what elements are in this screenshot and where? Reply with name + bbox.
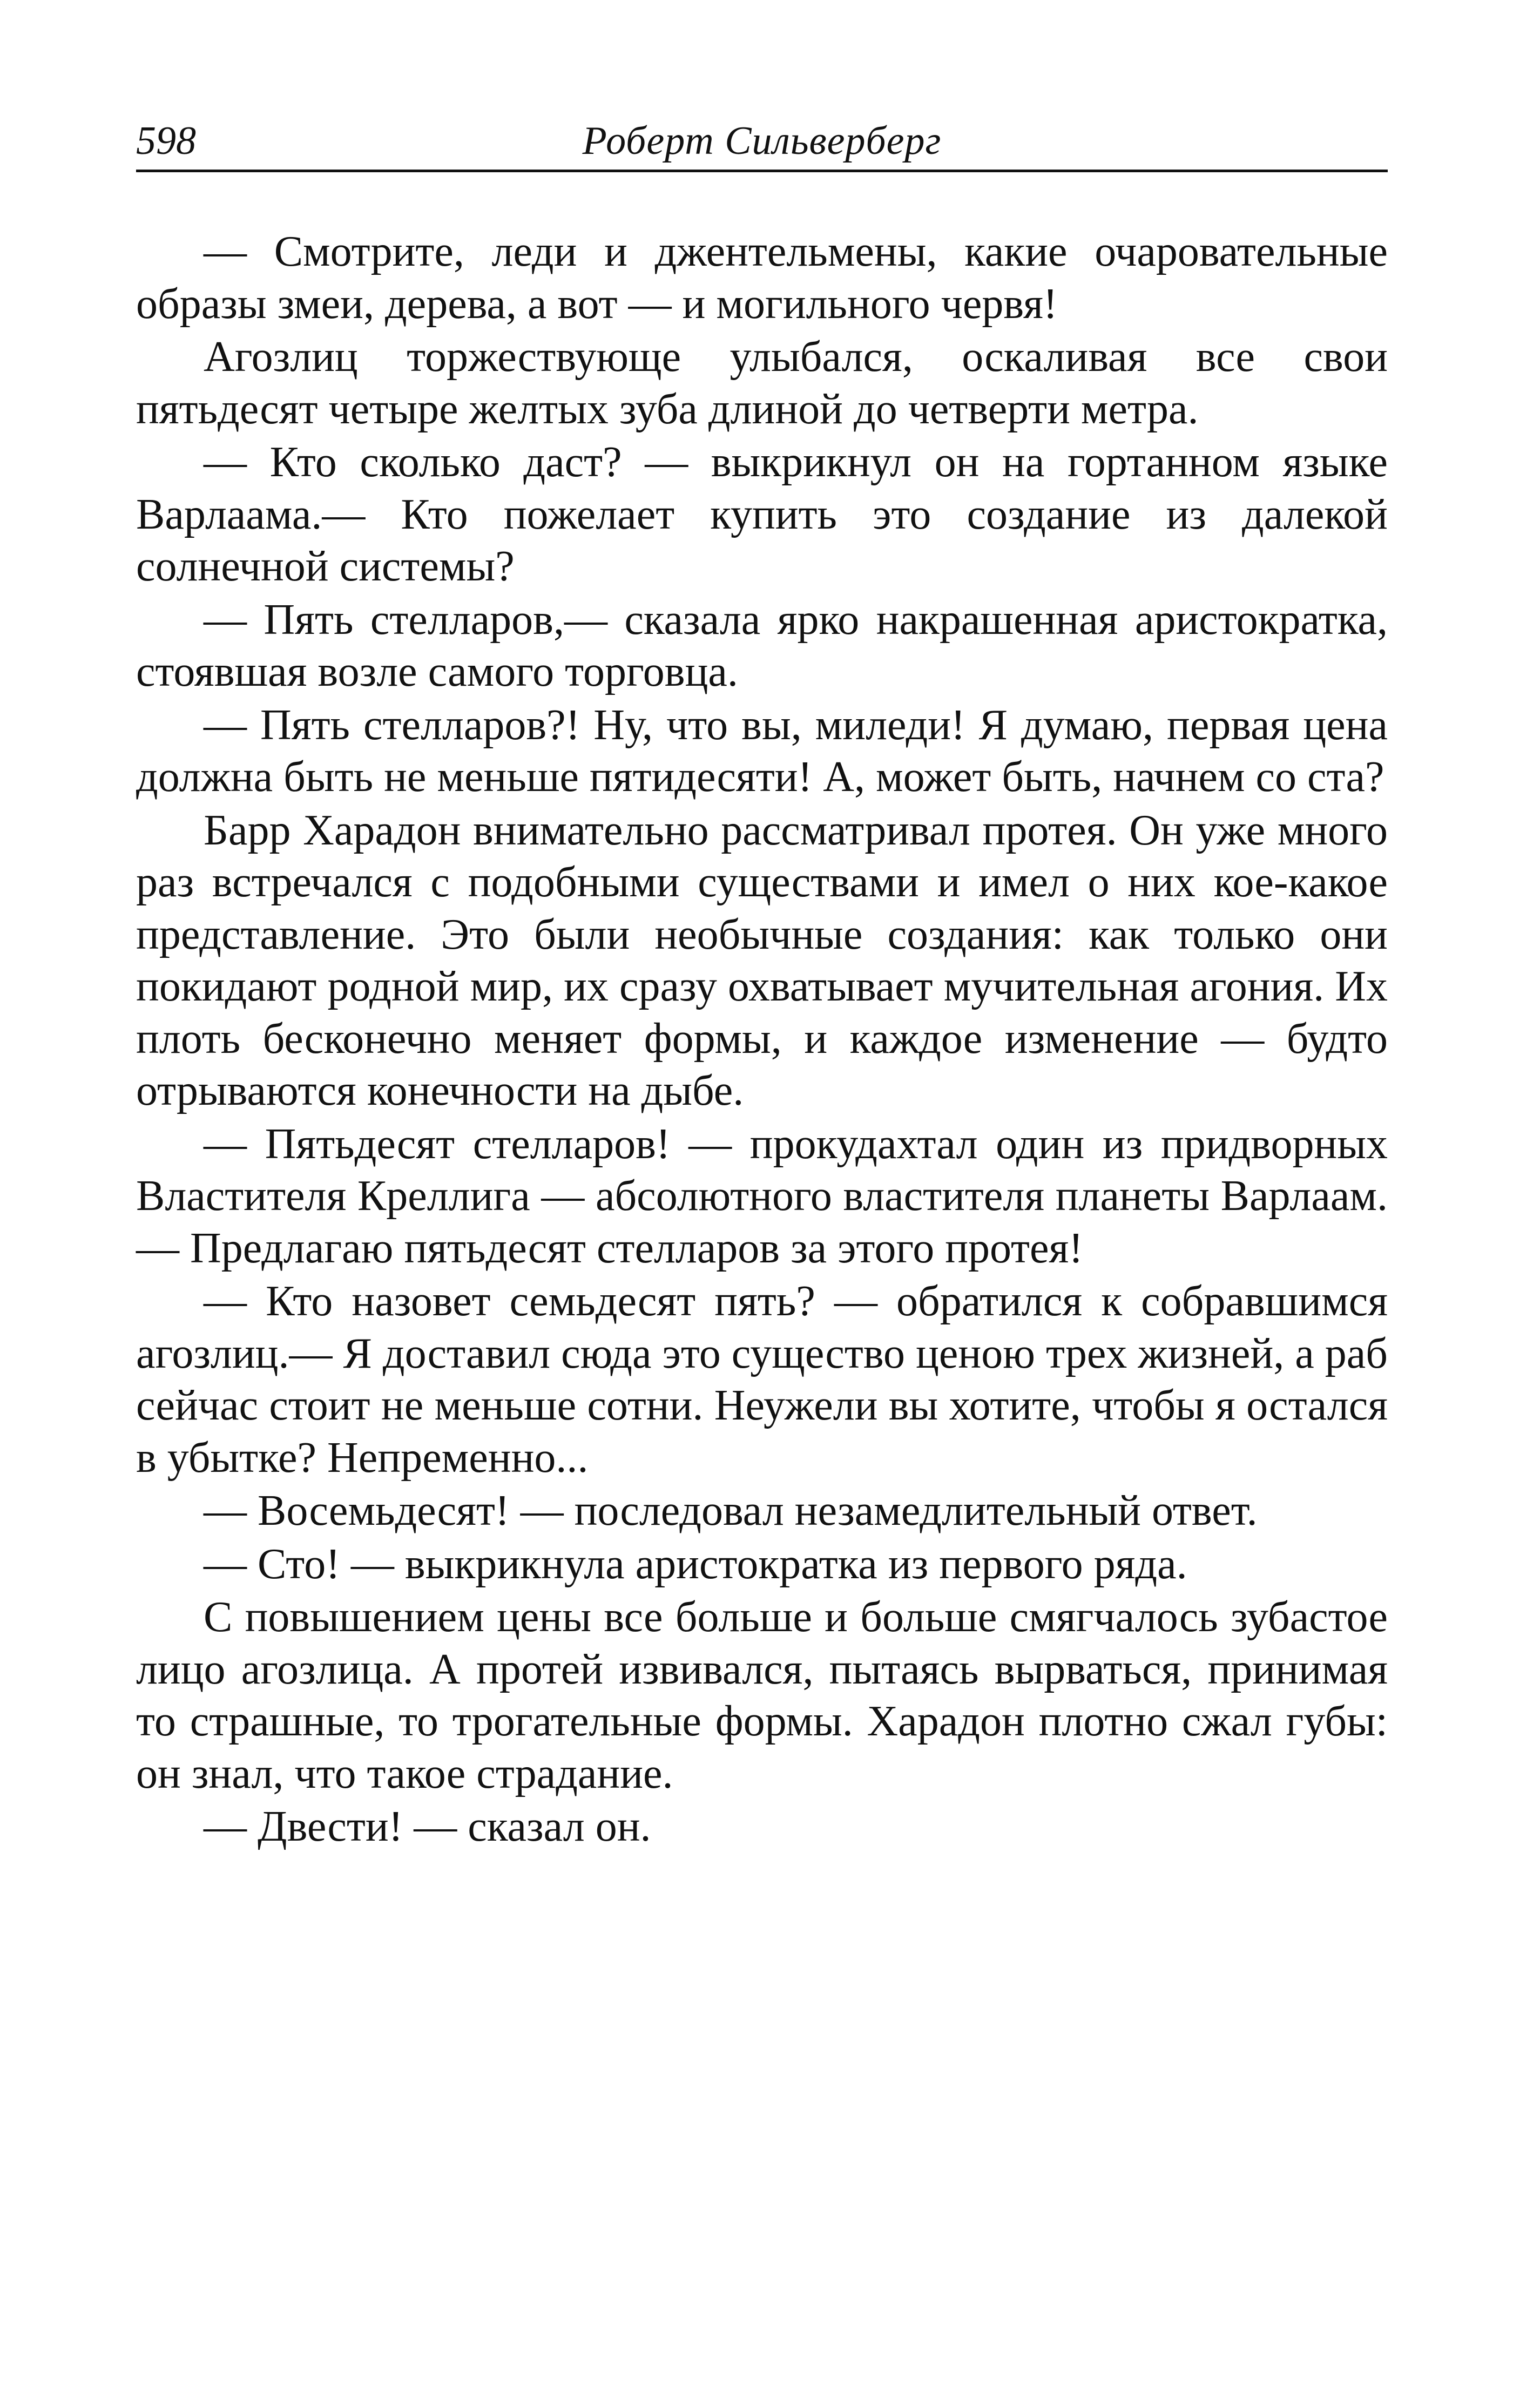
paragraph: Агозлиц торжествующе улыбался, оскаливая все свои пятьдесят четыре желтых зуба длиной до четверти метра. bbox=[136, 333, 1388, 433]
body-text bbox=[136, 226, 1388, 1854]
paragraph: — Кто назовет семьдесят пять? — обратился к собравшимся агозлиц.— Я доставил сюда это существо ценою трех жизней, а раб сейчас стоит не меньше сотни. Неужели вы хотите, чтобы я остался в убытке? Непременно... bbox=[136, 1277, 1388, 1482]
paragraph: С повышением цены все больше и больше смягчалось зубастое лицо агозлица. А протей извивался, пытаясь вырваться, принимая то страшные, то трогательные формы. Харадон плотно сжал губы: он знал, что такое страдание. bbox=[136, 1593, 1388, 1797]
paragraph: Барр Харадон внимательно рассматривал протея. Он уже много раз встречался с подобными существами и имел о них кое-какое представление. Это были необычные создания: как только они покидают родной мир, их сразу охватывает мучительная агония. Их плоть бесконечно меняет формы, и каждое изменение — будто отрываются конечности на дыбе. bbox=[136, 806, 1388, 1114]
paragraph: — Пять стелларов,— сказала ярко накрашенная аристократка, стоявшая возле самого торговца. bbox=[136, 596, 1388, 695]
paragraph: — Смотрите, леди и джентельмены, какие очаровательные образы змеи, дерева, а вот — и могильного червя! bbox=[136, 228, 1388, 328]
page-header bbox=[136, 118, 1388, 172]
paragraph: — Пятьдесят стелларов! — прокудахтал один из придворных Властителя Креллига — абсолютного властителя планеты Варлаам.— Предлагаю пятьдесят стелларов за этого протея! bbox=[136, 1120, 1388, 1272]
paragraph: — Восемьдесят! — последовал незамедлительный ответ. bbox=[204, 1487, 1258, 1535]
paragraph: — Сто! — выкрикнула аристократка из первого ряда. bbox=[204, 1540, 1187, 1588]
running-title: Роберт Сильверберг bbox=[582, 119, 942, 163]
paragraph: — Кто сколько даст? — выкрикнул он на гортанном языке Варлаама.— Кто пожелает купить это создание из далекой солнечной системы? bbox=[136, 438, 1388, 590]
paragraph: — Пять стелларов?! Ну, что вы, миледи! Я думаю, первая цена должна быть не меньше пятидесяти! А, может быть, начнем со ста? bbox=[136, 701, 1388, 801]
paragraph: — Двести! — сказал он. bbox=[204, 1803, 651, 1850]
page-number: 598 bbox=[136, 119, 196, 163]
